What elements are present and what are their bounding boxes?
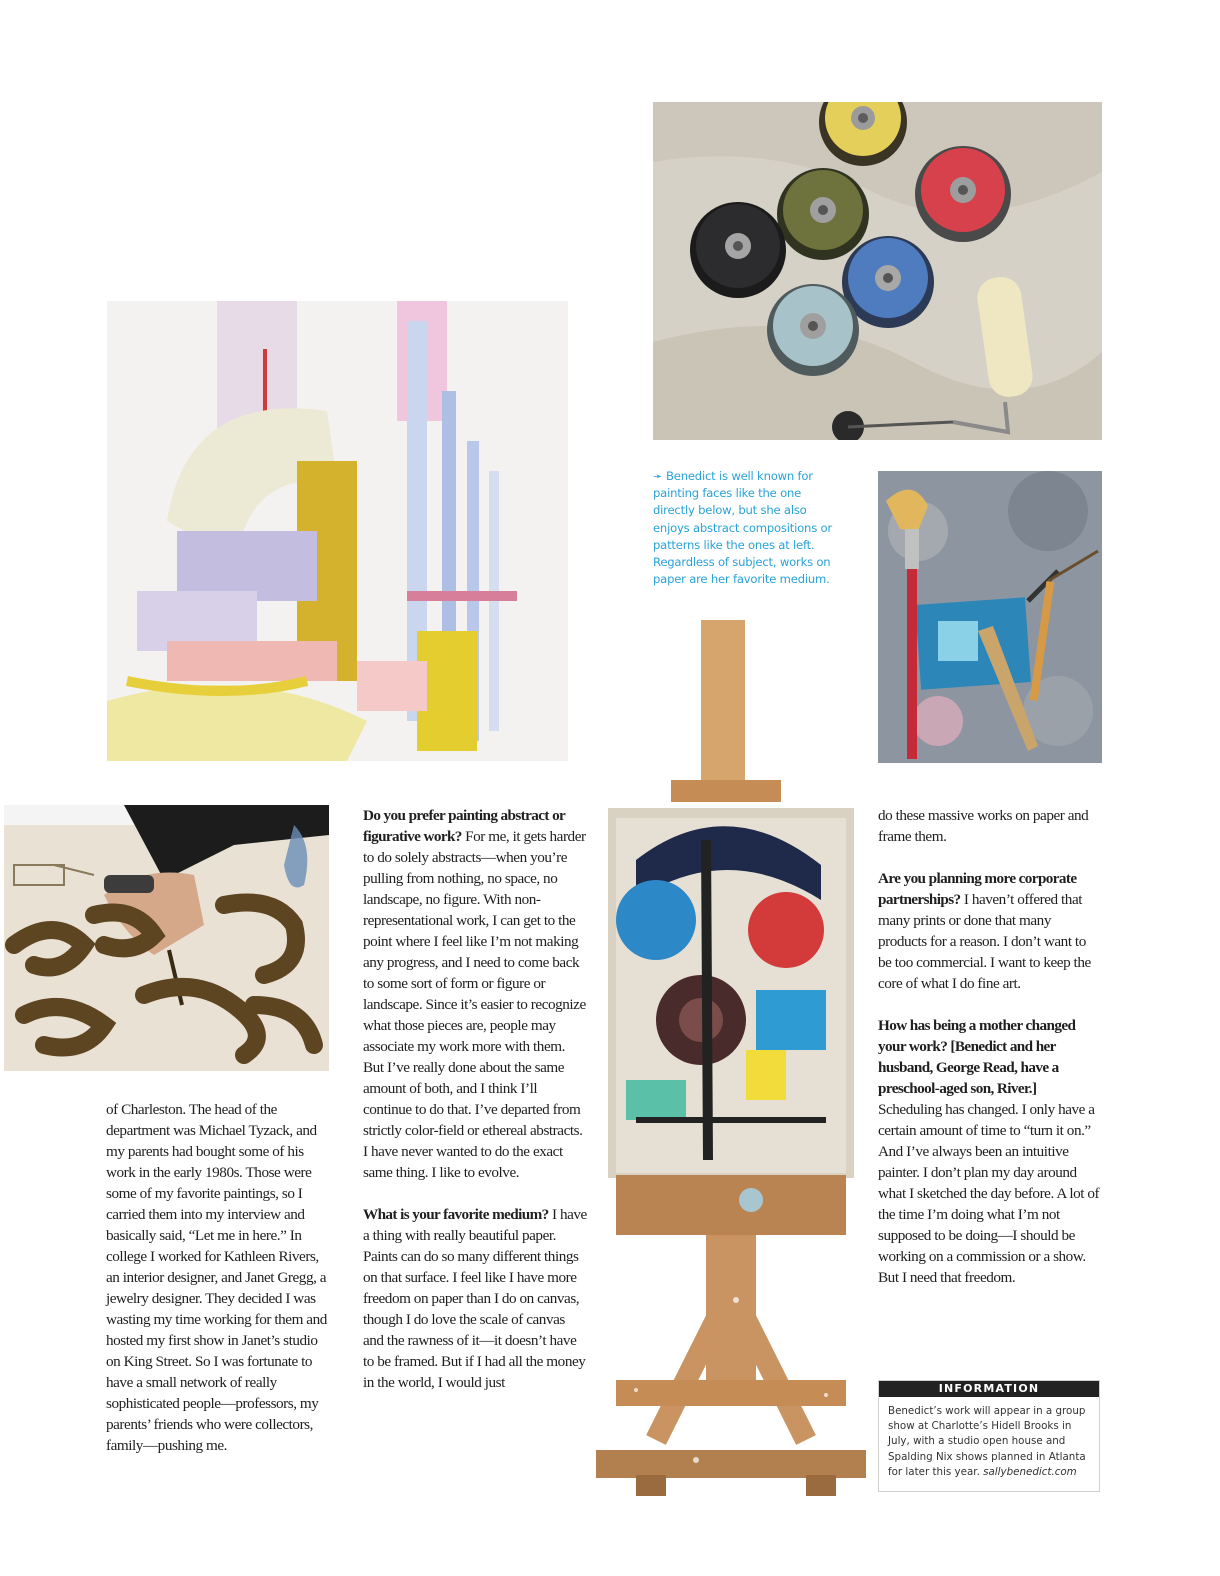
article-column-1 [106, 1099, 332, 1456]
information-box [878, 1380, 1100, 1492]
answer-1: For me, it gets harder to do solely abstracts—when you’re pulling from nothing, no space, no landscape, no figure. With non-representational work, I can get to the point where I feel like I’m not making any progress, and I need to come back to some sort of form or figure or landscape. Since it’s easier to recognize what those pieces are, people may associate my work more with them. But I’ve really done about the same amount of both, and I think I’ll continue to do that. I’ve departed from strictly color-field or ethereal abstracts. I have never wanted to do the exact same thing. I like to evolve. [363, 828, 586, 1181]
question-3: Are you planning more corporate partnerships? [878, 870, 1077, 908]
photo-abstract-painting [107, 301, 568, 761]
spray-can-olive [777, 168, 869, 260]
photo-caption [653, 468, 843, 588]
spray-can-lightblue [767, 284, 859, 376]
photo-hand-painting [4, 805, 329, 1071]
question-1: Do you prefer painting abstract or figurative work? [363, 807, 565, 845]
caption-arrow-icon: ➛ [653, 469, 663, 483]
qa-block-1 [363, 805, 587, 1183]
information-header: INFORMATION [879, 1381, 1099, 1397]
information-text: Benedict’s work will appear in a group show at Charlotte’s Hidell Brooks in July, with a studio open house and Spalding Nix shows planned in Atlanta for later this year. [888, 1405, 1086, 1478]
information-body [879, 1397, 1099, 1480]
article-column-3 [878, 805, 1102, 1288]
photo-brushes [878, 471, 1102, 763]
spray-can-red [915, 146, 1011, 242]
photo-easel-portrait [596, 620, 866, 1496]
caption-text: Benedict is well known for painting faces like the one directly below, but she also enjoys abstract compositions or patterns like the ones at left. Regardless of subject, works on paper are her favorite medium. [653, 469, 832, 587]
question-2: What is your favorite medium? [363, 1206, 549, 1223]
article-column-2 [363, 805, 587, 1393]
website-link[interactable]: sallybenedict.com [983, 1465, 1077, 1478]
answer-2: I have a thing with really beautiful paper. Paints can do so many different things on that surface. I feel like I have more freedom on paper than I do on canvas, though I do love the scale of canvas and the rawness of it—it doesn’t have to be framed. But if I had all the money in the world, I would just [363, 1206, 587, 1391]
qa-block-3 [878, 868, 1102, 994]
qa-block-2 [363, 1204, 587, 1393]
question-4: How has being a mother changed your work? [Benedict and her husband, George Read, have a preschool-aged son, River.] [878, 1017, 1076, 1097]
spray-can-black [690, 202, 786, 298]
answer-continued: do these massive works on paper and frame them. [878, 807, 1089, 845]
answer-3: I haven’t offered that many prints or done that many products for a reason. I don’t want to be too commercial. I want to keep the core of what I do fine art. [878, 891, 1091, 992]
photo-spray-cans [653, 102, 1102, 440]
column1-body: of Charleston. The head of the department was Michael Tyzack, and my parents had bought some of his work in the early 1980s. Those were some of my favorite paintings, so I carried them into my interview and basically said, “Let me in here.” In college I worked for Kathleen Rivers, an interior designer, and Janet Gregg, a jewelry designer. They decided I was wasting my time working for them and hosted my first show in Janet’s studio on King Street. So I was fortunate to have a small network of really sophisticated people—professors, my parents’ friends who were collectors, family—pushing me. [106, 1101, 327, 1454]
qa-block-4 [878, 1015, 1102, 1288]
answer-4: Scheduling has changed. I only have a certain amount of time to “turn it on.” And I’ve always been an intuitive painter. I don’t plan my day around what I sketched the day before. A lot of the time I’m doing what I’m not supposed to be doing—I should be working on a commission or a show. But I need that freedom. [878, 1101, 1100, 1286]
